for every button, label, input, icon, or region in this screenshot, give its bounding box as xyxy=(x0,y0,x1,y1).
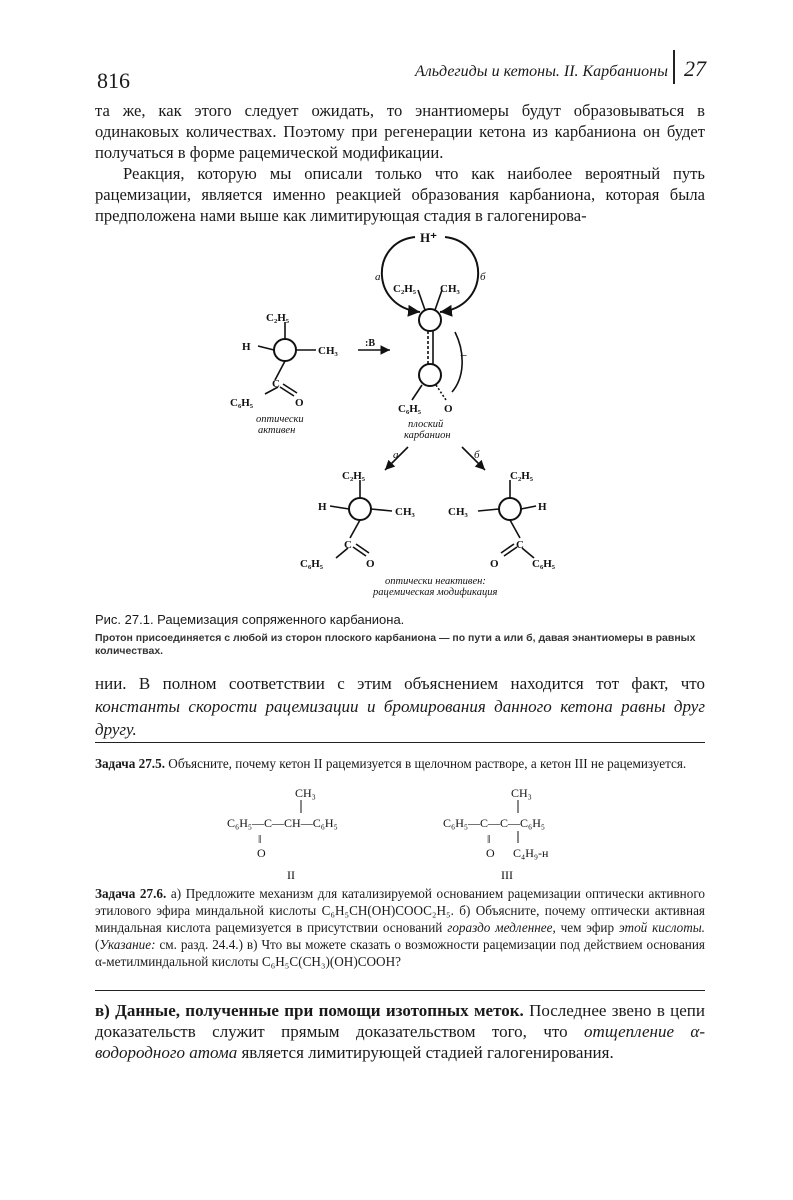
iii-label: III xyxy=(501,868,513,882)
task-27-6-label: Задача 27.6. xyxy=(95,886,167,901)
iii-oxygen: O xyxy=(486,846,495,860)
ii-oxygen: O xyxy=(257,846,266,860)
c6h5-label: C₆H₅ xyxy=(300,558,324,570)
task-27-6-em-3: Указание: xyxy=(99,937,156,952)
task-27-6-em-1: гораздо медленнее, xyxy=(447,920,556,935)
iii-double-bond: ‖ xyxy=(487,832,491,846)
task-27-6-em-2: этой кислоты. xyxy=(618,920,705,935)
structure-ii xyxy=(227,786,338,882)
split-arrows xyxy=(385,447,485,470)
chapter-number: 27 xyxy=(684,56,706,81)
h-plus-label: H⁺ xyxy=(420,230,437,245)
task-27-6-part-d: см. разд. 24.4.) в) Что вы можете сказать о возможности рацемизации под действием основания α-метилминдальной кислоты C₆H₅C(CH₃)(OH)COOH? xyxy=(95,937,705,969)
h-label: H xyxy=(242,341,251,353)
oxygen-label: O xyxy=(444,403,453,415)
carbonyl-c-label: C xyxy=(516,539,524,551)
path-b-label: б xyxy=(474,449,480,461)
inactive-label-2: рацемическая модификация xyxy=(373,587,498,598)
c2h5-label: C₂H₅ xyxy=(393,283,417,295)
figure-caption-title: Рис. 27.1. Рацемизация сопряженного карбаниона. xyxy=(95,612,405,627)
base-arrow xyxy=(358,338,390,350)
c6h5-label: C₆H₅ xyxy=(532,558,556,570)
chapter-divider xyxy=(673,50,675,84)
c2h5-label: C₂H₅ xyxy=(342,470,366,482)
task-27-6 xyxy=(95,885,705,970)
ch3-label: CH₃ xyxy=(395,506,415,518)
rule-bottom xyxy=(95,990,705,991)
path-b-label: б xyxy=(480,271,486,283)
h-label: H xyxy=(318,501,327,513)
running-head: Альдегиды и кетоны. II. Карбанионы xyxy=(415,63,668,80)
iii-top: CH₃ xyxy=(511,786,532,800)
task-27-5-text: Объясните, почему кетон II рацемизуется в щелочном растворе, а кетон III не рацемизуется. xyxy=(165,756,687,771)
c2h5-label: C₂H₅ xyxy=(266,312,290,324)
ch3-label: CH₃ xyxy=(440,283,460,295)
enantiomer-b xyxy=(448,470,556,570)
ch3-label: CH₃ xyxy=(318,345,338,357)
task-27-5 xyxy=(95,755,705,772)
active-label-1: оптически xyxy=(256,414,304,425)
paragraph-3-italic: константы скорости рацемизации и бромирования данного кетона равны друг другу. xyxy=(95,697,705,739)
planar-label-2: карбанион xyxy=(404,430,451,441)
ii-main: C₆H₅—C—CH—C₆H₅ xyxy=(227,816,338,830)
active-label-2: активен xyxy=(258,425,296,436)
paragraph-2: Реакция, которую мы описали только что как наиболее вероятный путь рацемизации, является именно реакцией образования карбаниона, которая была предположена нами выше как лимитирующая стадия в галогенирова- xyxy=(95,164,705,225)
c2h5-label: C₂H₅ xyxy=(510,470,534,482)
structure-iii xyxy=(443,786,549,882)
carbonyl-c-label: C xyxy=(344,539,352,551)
oxygen-label: O xyxy=(366,558,375,570)
proton-cycle xyxy=(375,230,486,312)
task-27-6-part-b: чем эфир xyxy=(555,920,619,935)
section-heading: в) Данные, полученные при помощи изотопных меток. xyxy=(95,1001,524,1020)
page-number: 816 xyxy=(97,68,130,93)
ii-label: II xyxy=(287,868,295,882)
planar-label-1: плоский xyxy=(408,419,444,430)
c6h5-label: C₆H₅ xyxy=(398,403,422,415)
h-label: H xyxy=(538,501,547,513)
figure-caption-text: Протон присоединяется с любой из сторон плоского карбаниона — по пути а или б, давая энантиомеры в равных количествах. xyxy=(95,632,696,657)
c6h5-label: C₆H₅ xyxy=(230,397,254,409)
paragraph-1: та же, как этого следует ожидать, то энантиомеры будут образовываться в одинаковых количествах. Поэтому при регенерации кетона из карбаниона он будет получаться в форме рацемической модификации. xyxy=(95,101,705,162)
task-27-6-part-c: ( xyxy=(95,937,100,952)
body-text-top xyxy=(95,100,705,226)
oxygen-label: O xyxy=(295,397,304,409)
path-a-label: а xyxy=(375,271,381,283)
enantiomer-a xyxy=(300,470,416,570)
inactive-label-1: оптически неактивен: xyxy=(385,576,486,587)
base-label: :B xyxy=(365,338,375,349)
charge-label: − xyxy=(460,348,468,363)
rule-top xyxy=(95,742,705,743)
ii-top: CH₃ xyxy=(295,786,316,800)
ii-double-bond: ‖ xyxy=(258,832,262,846)
iii-main: C₆H₅—C—C—C₆H₅ xyxy=(443,816,546,830)
figure-racemization xyxy=(220,222,580,602)
section-text-2: является лимитирующей стадией галогенирования. xyxy=(237,1043,614,1062)
body-text-middle xyxy=(95,672,705,741)
task-27-6-part-a: а) Предложите механизм для катализируемой основанием рацемизации оптически активного этилового эфира миндальной кислоты C₆H₅CH(OH)COOC₂H₅. б) Объясните, почему оптически активная миндальная кислота рацемизуется в присутствии оснований xyxy=(95,886,705,935)
paragraph-3-plain: нии. В полном соответствии с этим объяснением находится тот факт, что xyxy=(95,674,705,693)
section-isotope-labels xyxy=(95,1000,705,1063)
ch3-label: CH₃ xyxy=(448,506,468,518)
path-a-label: а xyxy=(393,449,399,461)
carbonyl-c-label: C xyxy=(272,378,280,390)
active-ketone xyxy=(230,312,339,436)
section-text-1: Последнее звено в цепи доказательств служит прямым доказательством того, что xyxy=(95,1001,706,1041)
section-italic: отщепление α-водородного атома xyxy=(95,1022,705,1062)
structures-ii-iii xyxy=(215,785,715,885)
oxygen-label: O xyxy=(490,558,499,570)
task-27-5-label: Задача 27.5. xyxy=(95,756,165,771)
iii-substituent: C₄H₉-н xyxy=(513,846,549,860)
